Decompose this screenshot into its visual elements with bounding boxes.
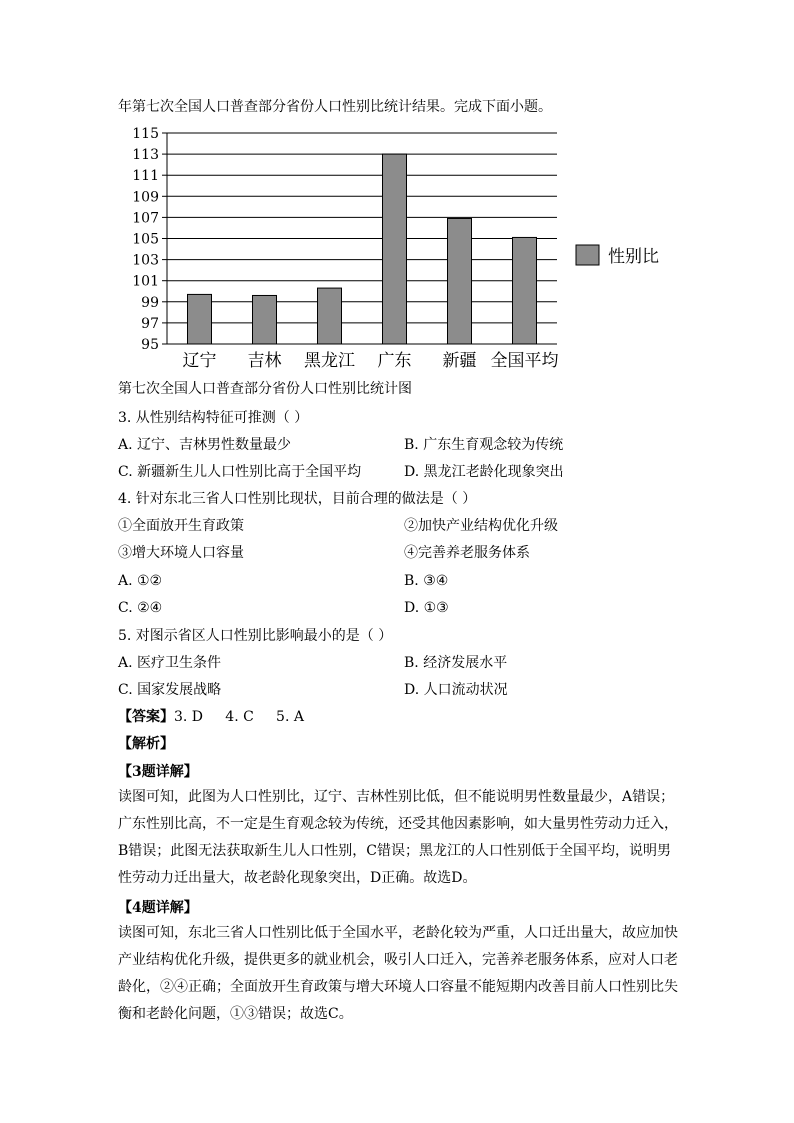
detail-4-paragraph: 读图可知，东北三省人口性别比低于全国水平，老龄化较为严重，人口迁出量大，故应加快产业结构优化升级，提供更多的就业机会，吸引人口迁入，完善养老服务体系，应对人口老龄化，②④正确；全面放开生育政策与增大环境人口容量不能短期内改善目前人口性别比失衡和老龄化问题，①③错误；故选C。 [118, 925, 678, 1022]
category-label: 辽宁 [182, 351, 217, 371]
y-tick-label: 111 [132, 168, 159, 185]
chart-categories [183, 351, 559, 371]
chart-caption: 第七次全国人口普查部分省份人口性别比统计图 [118, 381, 412, 397]
bar-3 [383, 154, 407, 344]
chart-y-ticks [132, 126, 159, 353]
y-tick-label: 103 [132, 252, 159, 269]
y-tick-label: 95 [141, 337, 159, 353]
y-tick-label: 109 [132, 189, 159, 206]
q4-option-b: B. ③④ [404, 573, 449, 589]
q4-statement-3: ③增大环境人口容量 [118, 545, 244, 561]
answer-label: 【答案】 [118, 709, 174, 725]
q3-option-a: A. 辽宁、吉林男性数量最少 [118, 437, 292, 453]
q5-stem: 5. 对图示省区人口性别比影响最小的是（ ） [118, 628, 393, 644]
q4-option-a: A. ①② [118, 573, 163, 589]
q5-option-c: C. 国家发展战略 [118, 682, 222, 698]
chart-gridlines [162, 133, 557, 344]
category-label: 黑龙江 [304, 351, 355, 371]
y-tick-label: 115 [132, 126, 159, 142]
q4-option-d: D. ①③ [404, 600, 449, 616]
answer-line [118, 707, 304, 727]
category-label: 广东 [377, 351, 412, 371]
q4-option-c: C. ②④ [118, 600, 163, 616]
q4-statement-1: ①全面放开生育政策 [118, 518, 244, 534]
q3-option-b: B. 广东生育观念较为传统 [404, 437, 564, 453]
bar-1 [253, 295, 277, 344]
q5-option-d: D. 人口流动状况 [404, 682, 508, 698]
detail-4-text [118, 920, 678, 1028]
q4-stem: 4. 针对东北三省人口性别比现状，目前合理的做法是（ ） [118, 491, 477, 507]
chart-bars [188, 154, 537, 344]
bar-0 [188, 294, 212, 344]
y-tick-label: 107 [132, 210, 159, 227]
y-tick-label: 99 [141, 294, 159, 311]
analysis-label: 【解析】 [118, 736, 174, 752]
chart-legend [576, 245, 659, 267]
q3-option-d: D. 黑龙江老龄化现象突出 [404, 464, 564, 480]
y-tick-label: 105 [132, 231, 159, 248]
category-label: 吉林 [247, 351, 282, 371]
answer-text: 3. D 4. C 5. A [174, 709, 304, 725]
detail-4-label: 【4题详解】 [118, 900, 198, 916]
bar-5 [513, 237, 537, 344]
category-label: 全国平均 [490, 351, 559, 371]
q4-statement-2: ②加快产业结构优化升级 [404, 518, 558, 534]
q4-statement-4: ④完善养老服务体系 [404, 545, 530, 561]
detail-3-text [118, 784, 678, 892]
intro-text: 年第七次全国人口普查部分省份人口性别比统计结果。完成下面小题。 [118, 99, 552, 115]
q3-option-c: C. 新疆新生儿人口性别比高于全国平均 [118, 464, 362, 480]
legend-label: 性别比 [608, 247, 659, 267]
bar-4 [448, 218, 472, 344]
y-tick-label: 97 [141, 315, 159, 332]
q5-option-b: B. 经济发展水平 [404, 655, 508, 671]
y-tick-label: 101 [132, 273, 159, 290]
bar-2 [318, 288, 342, 344]
q3-stem: 3. 从性别结构特征可推测（ ） [118, 410, 309, 426]
q5-option-a: A. 医疗卫生条件 [118, 655, 222, 671]
detail-3-paragraph: 读图可知，此图为人口性别比，辽宁、吉林性别比低，但不能说明男性数量最少，A错误；广东性别比高，不一定是生育观念较为传统，还受其他因素影响，如大量男性劳动力迁入，B错误；此图无法获取新生儿人口性别，C错误；黑龙江的人口性别低于全国平均，说明男性劳动力迁出量大，故老龄化现象突出，D正确。故选D。 [118, 789, 678, 886]
category-label: 新疆 [442, 351, 477, 371]
detail-3-label: 【3题详解】 [118, 764, 198, 780]
sex-ratio-bar-chart [0, 0, 794, 380]
y-tick-label: 113 [132, 147, 159, 164]
legend-swatch [576, 245, 599, 265]
